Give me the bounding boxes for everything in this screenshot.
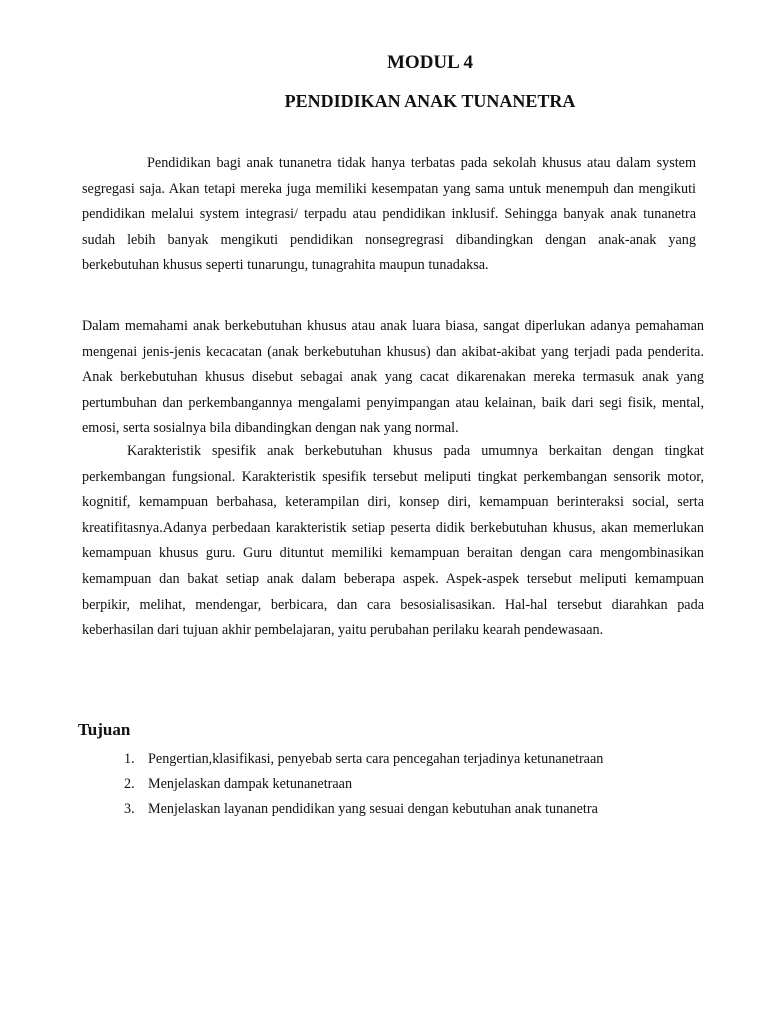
list-item	[124, 772, 603, 797]
list-item-number: 2.	[124, 776, 135, 792]
objectives-list	[124, 747, 603, 822]
paragraph-3: Karakteristik spesifik anak berkebutuhan khusus pada umumnya berkaitan dengan tingkat perkembangan fungsional. Karakteristik spesifik tersebut meliputi tingkat perkembangan sensorik motor, kognitif, kemampuan berbahasa, keterampilan diri, konsep diri, kemampuan berinteraksi social, serta kreatifitasnya.Adanya perbedaan karakteristik setiap peserta didik berkebutuhan khusus, akan memerlukan kemampuan khusus guru. Guru dituntut memiliki kemampuan beraitan dengan cara mengombinasikan kemampuan dan bakat setiap anak dalam beberapa aspek. Aspek-aspek tersebut meliputi kemampuan berpikir, melihat, mendengar, berbicara, dan cara besosialisasikan. Hal-hal tersebut diarahkan pada keberhasilan dari tujuan akhir pembelajaran, yaitu perubahan perilaku kearah pendewasaan.	[82, 443, 704, 639]
list-item	[124, 797, 603, 822]
list-item-text: Menjelaskan layanan pendidikan yang sesuai dengan kebutuhan anak tunanetra	[148, 801, 598, 817]
list-item-text: Menjelaskan dampak ketunanetraan	[148, 776, 353, 792]
page-subtitle: PENDIDIKAN ANAK TUNANETRA	[284, 91, 576, 111]
page-title: MODUL 4	[386, 52, 474, 73]
list-item-number: 1.	[124, 751, 135, 767]
paragraph-2: Dalam memahami anak berkebutuhan khusus atau anak luara biasa, sangat diperlukan adanya pemahaman mengenai jenis-jenis kecacatan (anak berkebutuhan khusus) dan akibat-akibat yang terjadi pada penderita. Anak berkebutuhan khusus disebut sebagai anak yang cacat dikarenakan mereka termasuk anak yang pertumbuhan dan perkembangannya mengalami penyimpangan atau kelainan, baik dari segi fisik, mental, emosi, serta sosialnya bila dibandingkan dengan nak yang normal.	[82, 318, 704, 437]
section-heading-tujuan: Tujuan	[78, 720, 131, 739]
paragraph-1: Pendidikan bagi anak tunanetra tidak hanya terbatas pada sekolah khusus atau dalam system segregasi saja. Akan tetapi mereka juga memiliki kesempatan yang sama untuk menempuh dan mengikuti pendidikan melalui system integrasi/ terpadu atau pendidikan inklusif. Sehingga banyak anak tunanetra sudah lebih banyak mengikuti pendidikan nonsegregrasi dibandingkan dengan anak-anak yang berkebutuhan khusus seperti tunarungu, tunagrahita maupun tunadaksa.	[82, 155, 696, 274]
list-item-text: Pengertian,klasifikasi, penyebab serta cara pencegahan terjadinya ketunanetraan	[148, 751, 604, 767]
list-item-number: 3.	[124, 801, 135, 817]
list-item	[124, 747, 603, 772]
